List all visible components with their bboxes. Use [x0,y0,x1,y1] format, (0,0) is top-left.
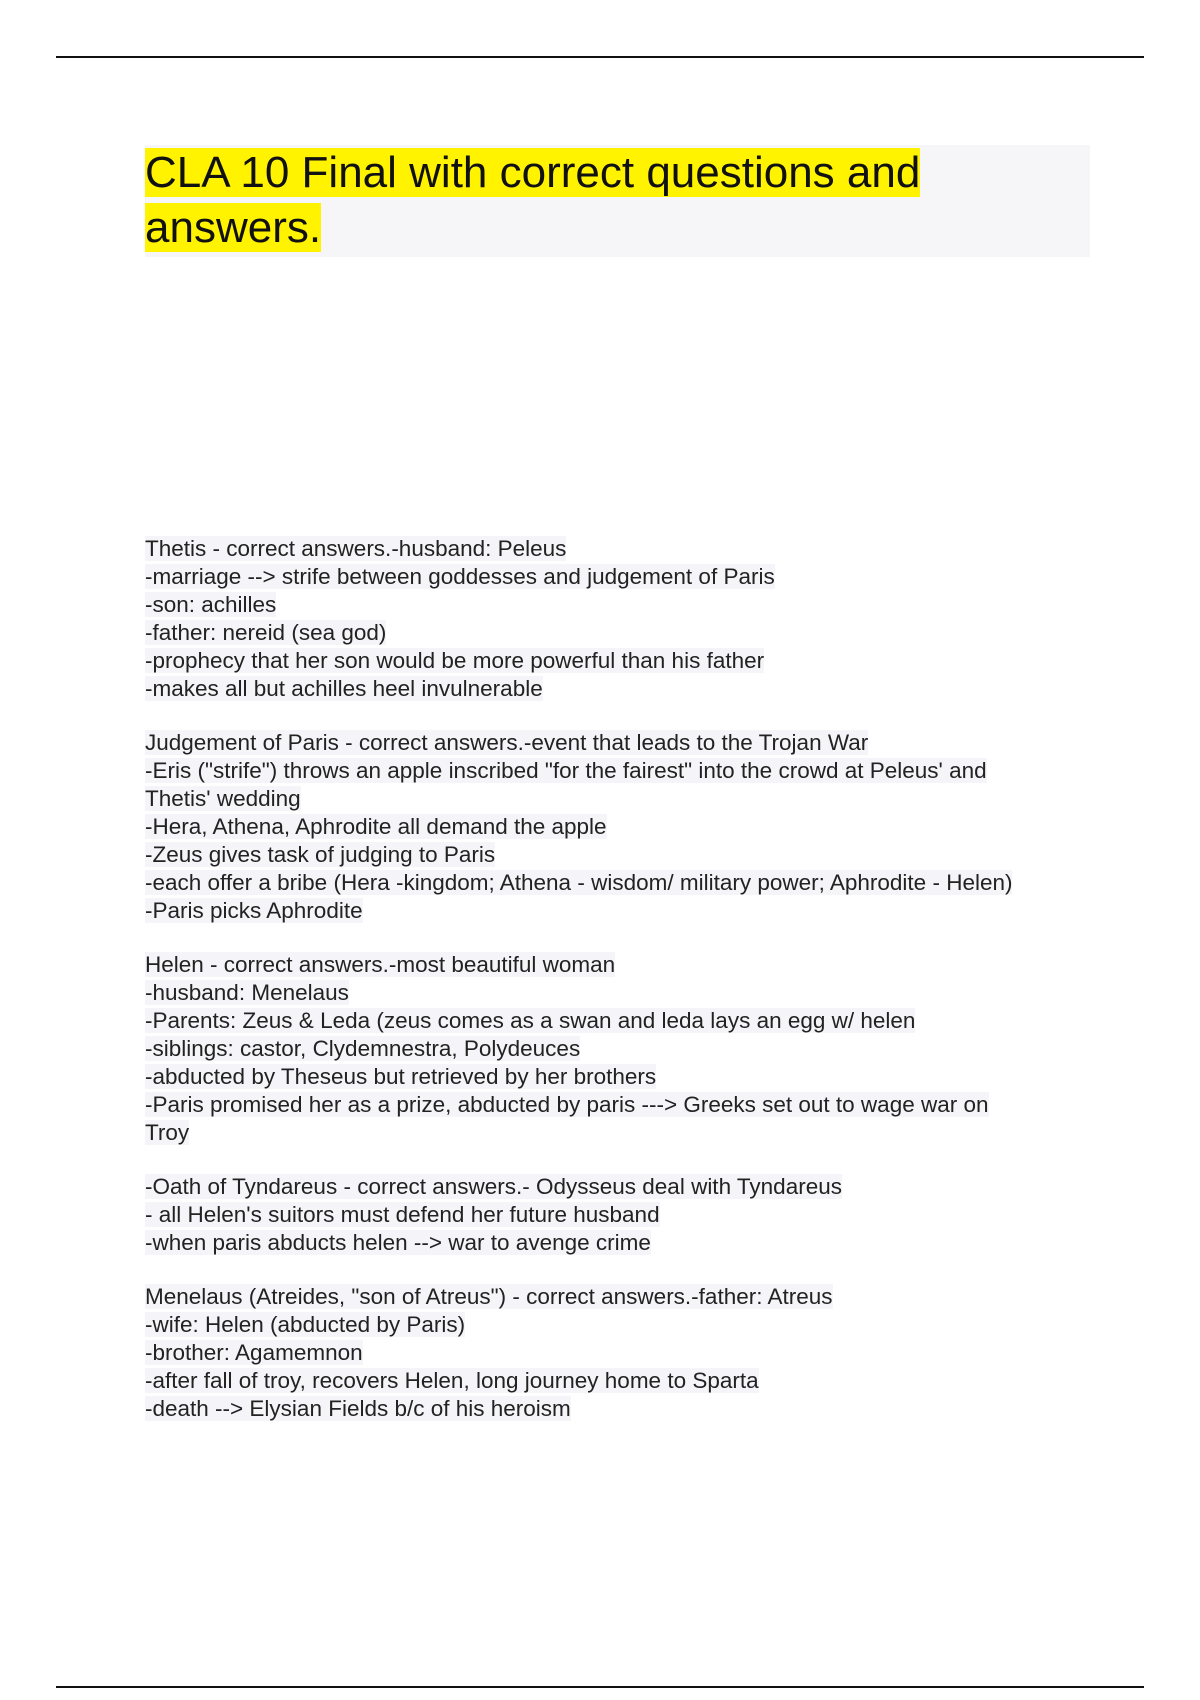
entry-line-text: -prophecy that her son would be more powerful than his father [145,648,765,673]
entry-line-text: -each offer a bribe (Hera -kingdom; Athena - wisdom/ military power; Aphrodite - Helen) [145,870,1013,895]
entry-line [145,1091,1090,1119]
entry-line-text: -when paris abducts helen --> war to avenge crime [145,1230,651,1255]
entry-line-text: -Parents: Zeus & Leda (zeus comes as a swan and leda lays an egg w/ helen [145,1008,916,1033]
entry-line-text: -Eris ("strife") throws an apple inscribed "for the fairest" into the crowd at Peleus' and [145,758,987,783]
entry-line [145,675,1090,703]
entry-line [145,1007,1090,1035]
page-top-rule [56,56,1144,58]
entry-line [145,619,1090,647]
entry-heading-text: Judgement of Paris - correct answers.-event that leads to the Trojan War [145,730,869,755]
entry-line [145,1395,1090,1423]
entry-line [145,1201,1090,1229]
entry-line-text: -Zeus gives task of judging to Paris [145,842,496,867]
entry-line [145,1035,1090,1063]
entry-line [145,563,1090,591]
title-line-2: answers. [145,203,322,252]
entry-line [145,729,1090,757]
entry-line [145,1367,1090,1395]
entry-line [145,813,1090,841]
entry-line-text: -death --> Elysian Fields b/c of his heroism [145,1396,571,1421]
entry-heading-text: Menelaus (Atreides, "son of Atreus") - correct answers.-father: Atreus [145,1284,833,1309]
entry-line-text: -makes all but achilles heel invulnerable [145,676,543,701]
entry-line-text: - all Helen's suitors must defend her future husband [145,1202,660,1227]
entry-line-text: -son: achilles [145,592,277,617]
entry-line [145,591,1090,619]
entry-line-text: -wife: Helen (abducted by Paris) [145,1312,466,1337]
entry-line [145,1119,1090,1147]
entry-line [145,757,1090,785]
title-line-1: CLA 10 Final with correct questions and [145,148,921,197]
entry-heading-text: -Oath of Tyndareus - correct answers.- Odysseus deal with Tyndareus [145,1174,842,1199]
entry-line-text: Troy [145,1120,190,1145]
entry-heading-text: Helen - correct answers.-most beautiful woman [145,952,616,977]
page-bottom-rule [56,1686,1144,1688]
entry-line-text: -Hera, Athena, Aphrodite all demand the apple [145,814,607,839]
entry-helen [145,951,1090,1147]
entry-line-text: -brother: Agamemnon [145,1340,363,1365]
entry-line-text: -abducted by Theseus but retrieved by her brothers [145,1064,657,1089]
entry-judgement-of-paris [145,729,1090,925]
document-body [145,535,1090,1449]
entry-line-text: -siblings: castor, Clydemnestra, Polydeuces [145,1036,581,1061]
entry-line [145,1229,1090,1257]
entry-line [145,951,1090,979]
entry-line-text: -after fall of troy, recovers Helen, long journey home to Sparta [145,1368,759,1393]
entry-line [145,1339,1090,1367]
entry-line [145,535,1090,563]
entry-line-text: Thetis' wedding [145,786,301,811]
entry-line [145,1173,1090,1201]
entry-heading-text: Thetis - correct answers.-husband: Peleus [145,536,567,561]
entry-line-text: -father: nereid (sea god) [145,620,387,645]
entry-line [145,1063,1090,1091]
entry-line [145,1311,1090,1339]
entry-line [145,1283,1090,1311]
entry-line [145,647,1090,675]
entry-line [145,869,1090,897]
entry-thetis [145,535,1090,703]
title-block [145,145,1090,257]
page-title [145,145,1090,255]
entry-menelaus [145,1283,1090,1423]
entry-line-text: -husband: Menelaus [145,980,349,1005]
entry-line [145,897,1090,925]
entry-line [145,785,1090,813]
entry-line [145,841,1090,869]
entry-line [145,979,1090,1007]
entry-line-text: -Paris promised her as a prize, abducted by paris ---> Greeks set out to wage war on [145,1092,989,1117]
entry-line-text: -Paris picks Aphrodite [145,898,363,923]
entry-line-text: -marriage --> strife between goddesses and judgement of Paris [145,564,775,589]
entry-oath-of-tyndareus [145,1173,1090,1257]
